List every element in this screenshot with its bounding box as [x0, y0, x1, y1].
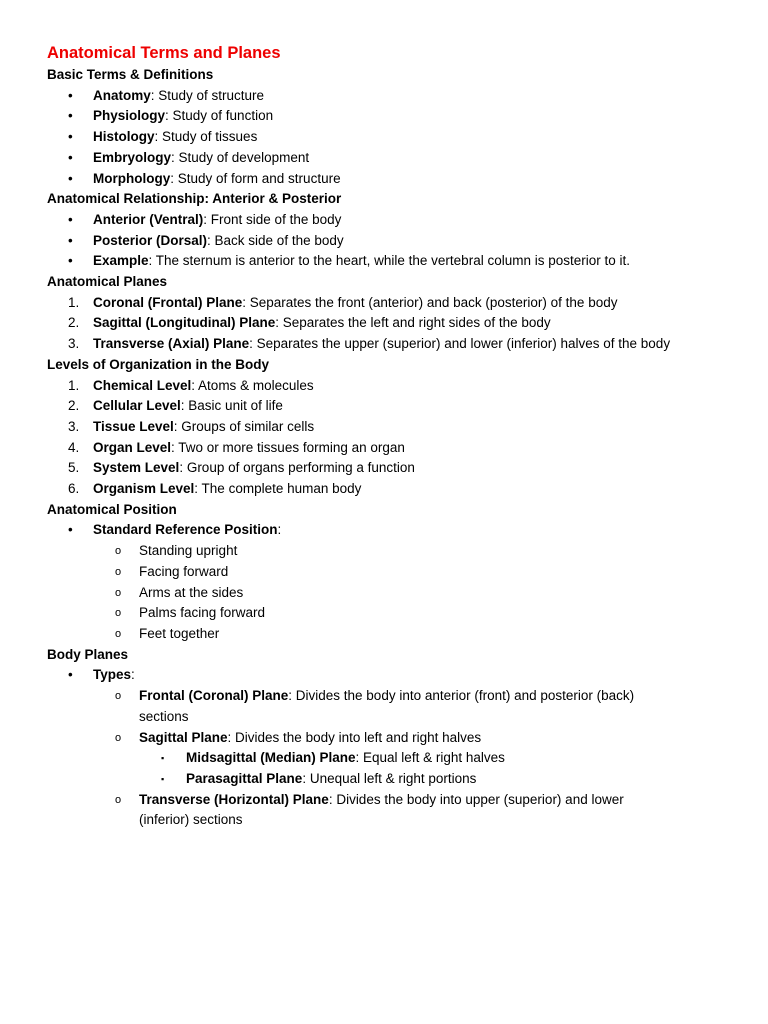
- bullet-icon: •: [68, 129, 73, 145]
- term: Example: [93, 253, 149, 269]
- circle-bullet-icon: o: [115, 565, 122, 578]
- circle-bullet-icon: o: [115, 586, 122, 599]
- page-title: Anatomical Terms and Planes: [47, 44, 281, 62]
- numbered-item: [47, 293, 728, 314]
- bullet-icon: •: [68, 87, 73, 103]
- item-number: 2.: [68, 315, 80, 331]
- term: Frontal (Coronal) Plane: [139, 688, 289, 704]
- section-heading: Anatomical Position: [47, 501, 177, 517]
- item-number: 1.: [68, 377, 80, 393]
- definition: :: [277, 522, 282, 538]
- list-item: [47, 127, 728, 148]
- definition: : Study of tissues: [154, 129, 258, 145]
- term: Sagittal (Longitudinal) Plane: [93, 315, 276, 331]
- definition: : Divides the body into left and right halves: [227, 729, 482, 745]
- square-bullet-icon: ▪: [161, 773, 165, 784]
- bullet-icon: •: [68, 149, 73, 165]
- numbered-item: [47, 313, 728, 334]
- section-heading: Basic Terms & Definitions: [47, 67, 214, 82]
- definition: : Separates the left and right sides of the body: [275, 315, 551, 331]
- circle-bullet-icon: o: [115, 627, 122, 640]
- circle-bullet-icon: o: [115, 731, 122, 744]
- numbered-item: [47, 334, 728, 355]
- sub-list-item: [47, 686, 728, 727]
- definition: : Atoms & molecules: [191, 377, 314, 393]
- term: Anterior (Ventral): [93, 211, 204, 227]
- definition-continuation: (inferior) sections: [139, 812, 243, 828]
- term: Posterior (Dorsal): [93, 232, 208, 248]
- item-number: 3.: [68, 418, 80, 434]
- definition: : Two or more tissues forming an organ: [171, 439, 405, 455]
- item-number: 6.: [68, 481, 80, 497]
- definition: : Separates the upper (superior) and lower (inferior) halves of the body: [249, 336, 671, 352]
- list-item: [47, 86, 728, 107]
- sub-item-text: Feet together: [139, 625, 220, 641]
- term: Embryology: [93, 149, 172, 165]
- list-item: [47, 231, 728, 252]
- definition: : The complete human body: [194, 481, 362, 497]
- bullet-icon: •: [68, 108, 73, 124]
- definition: : Study of form and structure: [170, 170, 341, 186]
- numbered-item: [47, 396, 728, 417]
- list-item: [47, 665, 728, 686]
- section-heading: Anatomical Planes: [47, 274, 168, 290]
- sub-sub-list-item: [47, 748, 728, 769]
- sub-list-item: [47, 624, 728, 645]
- sub-item-text: Palms facing forward: [139, 605, 266, 621]
- term: Chemical Level: [93, 377, 192, 393]
- term: Organism Level: [93, 481, 195, 497]
- term: Parasagittal Plane: [186, 770, 303, 786]
- sub-list-item: [47, 728, 728, 749]
- definition: : Group of organs performing a function: [179, 460, 415, 476]
- definition: : Study of function: [165, 108, 274, 124]
- numbered-item: [47, 417, 728, 438]
- sub-list-item: [47, 790, 728, 831]
- definition: : Groups of similar cells: [173, 418, 315, 434]
- sub-sub-list-item: [47, 769, 728, 790]
- term: Tissue Level: [93, 418, 174, 434]
- definition: : Basic unit of life: [180, 398, 283, 414]
- term: System Level: [93, 460, 180, 476]
- section-heading: Levels of Organization in the Body: [47, 356, 270, 372]
- definition: : Front side of the body: [203, 211, 342, 227]
- list-item: [47, 520, 728, 541]
- definition: : Equal left & right halves: [355, 750, 505, 766]
- circle-bullet-icon: o: [115, 690, 122, 703]
- sub-item-text: Standing upright: [139, 543, 238, 559]
- definition: : Divides the body into anterior (front) and posterior (back): [288, 688, 635, 704]
- term: Transverse (Horizontal) Plane: [139, 791, 329, 807]
- term: Morphology: [93, 170, 171, 186]
- item-number: 4.: [68, 439, 80, 455]
- sub-item-text: Facing forward: [139, 563, 229, 579]
- term: Anatomy: [93, 87, 151, 103]
- term: Sagittal Plane: [139, 729, 228, 745]
- term: Transverse (Axial) Plane: [93, 336, 250, 352]
- numbered-item: [47, 479, 728, 500]
- definition: : Separates the front (anterior) and back (posterior) of the body: [242, 294, 618, 310]
- item-number: 1.: [68, 294, 80, 310]
- list-item: [47, 148, 728, 169]
- definition: :: [131, 667, 135, 683]
- term: Organ Level: [93, 439, 172, 455]
- sub-list-item: [47, 562, 728, 583]
- item-number: 2.: [68, 398, 80, 414]
- list-item: [47, 169, 728, 190]
- term: Types: [93, 667, 132, 683]
- list-item: [47, 251, 728, 272]
- bullet-icon: •: [68, 211, 73, 227]
- bullet-icon: •: [68, 667, 73, 683]
- bullet-icon: •: [68, 232, 73, 248]
- term: Standard Reference Position: [93, 522, 278, 538]
- definition: : Study of structure: [150, 87, 265, 103]
- numbered-item: [47, 458, 728, 479]
- definition: : The sternum is anterior to the heart, while the vertebral column is posterior to it.: [148, 253, 631, 269]
- list-item: [47, 106, 728, 127]
- term: Histology: [93, 129, 155, 145]
- sub-item-text: Arms at the sides: [139, 584, 244, 600]
- term: Coronal (Frontal) Plane: [93, 294, 243, 310]
- square-bullet-icon: ▪: [161, 753, 165, 764]
- circle-bullet-icon: o: [115, 545, 122, 558]
- section-heading: Anatomical Relationship: Anterior & Posterior: [47, 191, 342, 207]
- definition: : Divides the body into upper (superior) and lower: [328, 791, 624, 807]
- definition-continuation: sections: [139, 708, 189, 724]
- sub-list-item: [47, 541, 728, 562]
- term: Cellular Level: [93, 398, 181, 414]
- sub-list-item: [47, 603, 728, 624]
- numbered-item: [47, 438, 728, 459]
- circle-bullet-icon: o: [115, 607, 122, 620]
- term: Physiology: [93, 108, 166, 124]
- circle-bullet-icon: o: [115, 793, 122, 806]
- section-heading: Body Planes: [47, 646, 129, 662]
- definition: : Study of development: [171, 149, 310, 165]
- definition: : Unequal left & right portions: [302, 770, 477, 786]
- item-number: 5.: [68, 460, 80, 476]
- term: Midsagittal (Median) Plane: [186, 750, 356, 766]
- numbered-item: [47, 376, 728, 397]
- bullet-icon: •: [68, 253, 73, 269]
- definition: : Back side of the body: [207, 232, 344, 248]
- item-number: 3.: [68, 336, 80, 352]
- bullet-icon: •: [68, 170, 73, 186]
- sub-list-item: [47, 583, 728, 604]
- list-item: [47, 210, 728, 231]
- bullet-icon: •: [68, 522, 73, 538]
